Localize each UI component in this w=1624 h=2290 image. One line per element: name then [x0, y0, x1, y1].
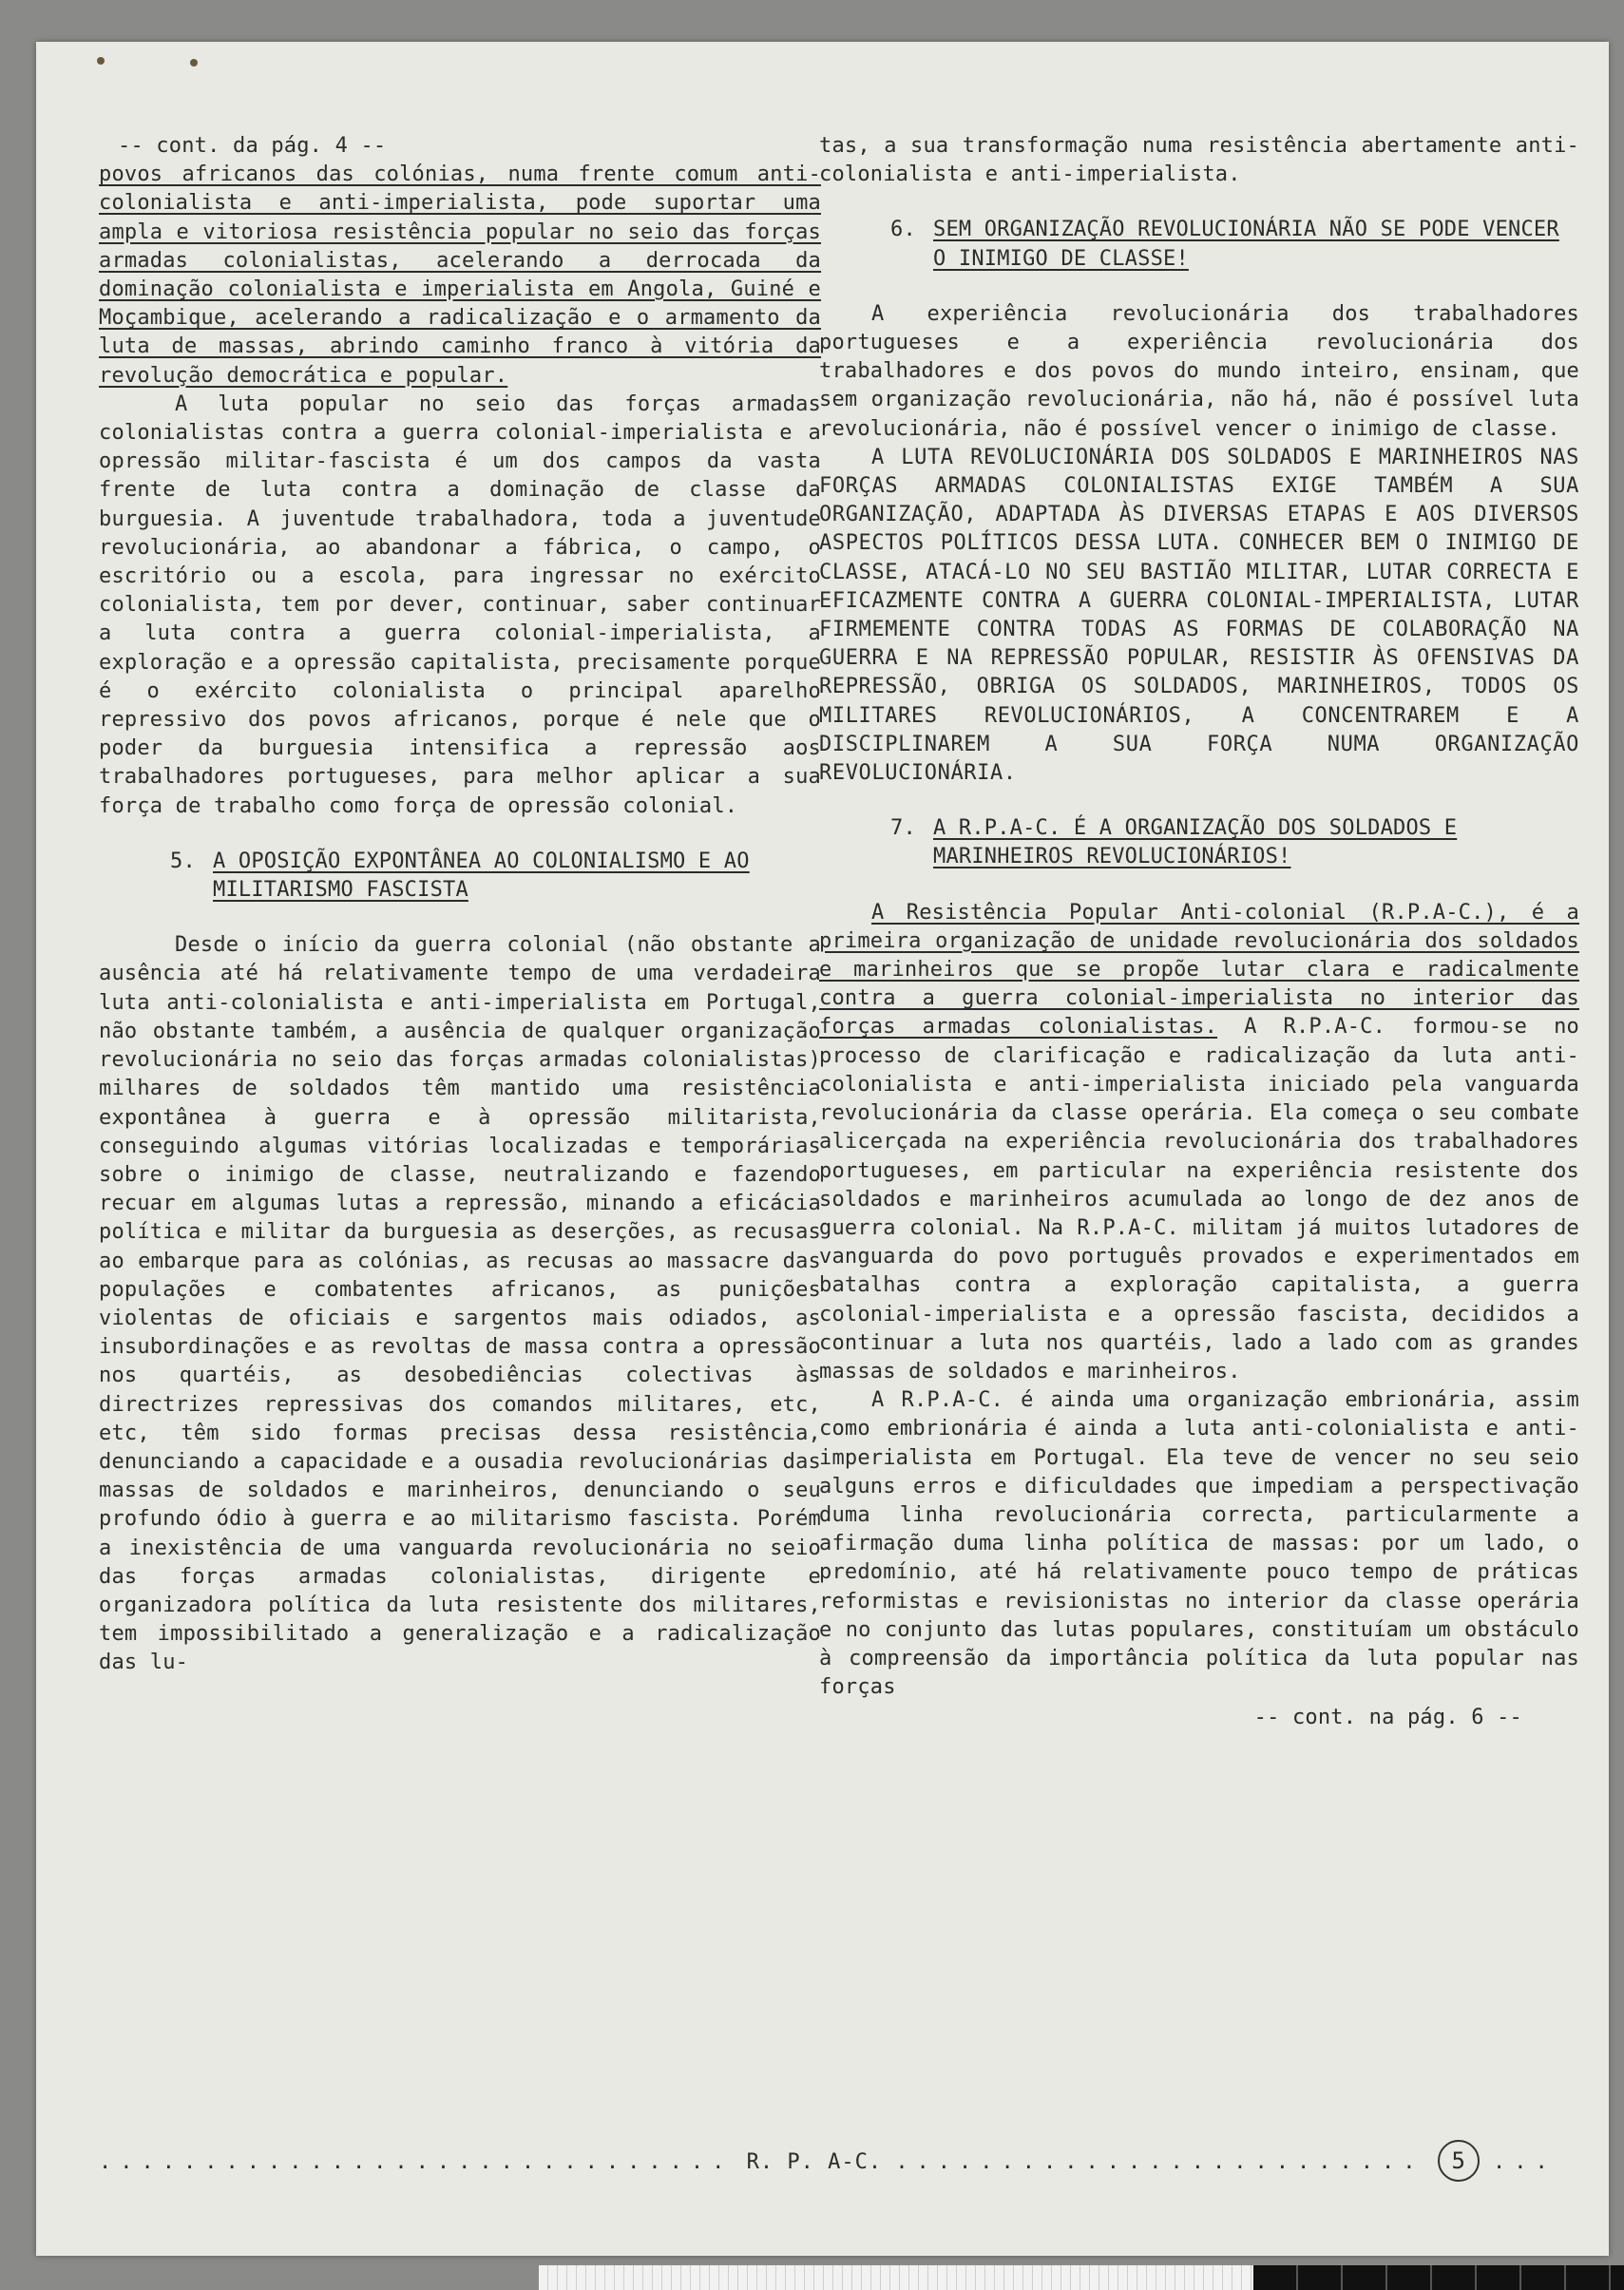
page-number: 5: [1438, 2140, 1480, 2182]
paragraph: [819, 899, 1579, 1386]
section-title: A OPOSIÇÃO EXPONTÂNEA AO COLONIALISMO E AO MILITARISMO FASCISTA: [213, 849, 750, 903]
continued-from-label: -- cont. da pág. 4 --: [118, 134, 387, 158]
leader-dots: ...: [1492, 2150, 1557, 2174]
paragraph: Desde o início da guerra colonial (não obstante a ausência até há relativamente tempo de uma verdadeira luta anti-colonialista e anti-imperialista em Portugal, não obstante também, a ausência de qualquer organização revolucionária no seio das forças armadas colonialistas) milhares de soldados têm mantido uma resistência expontânea à guerra e à opressão militarista, conseguindo algumas vitórias localizadas e temporárias sobre o inimigo de classe, neutralizando e fazendo recuar em algumas lutas a repressão, minando a eficácia política e militar da burguesia as deserções, as recusas ao embarque para as colónias, as recusas ao massacre das populações e combatentes africanos, as punições violentas de oficiais e sargentos mais odiados, as insubordinações e as revoltas de massa contra a opressão nos quartéis, as desobediências colectivas às directrizes repressivas dos comandos militares, etc, etc, têm sido formas precisas dessa resistência, denunciando a capacidade e a ousadia revolucionárias das massas de soldados e marinheiros, denunciando o seu profundo ódio à guerra e ao militarismo fascista. Porém a inexistência de uma vanguarda revolucionária no seio das forças armadas colonialistas, dirigente e organizadora política da luta resistente dos militares, tem impossibilitado a generalização e a radicalização das lu-: [99, 933, 821, 1675]
section-number: 7.: [890, 816, 916, 841]
scan-scale-bar: [539, 2265, 1624, 2290]
staple-hole: [97, 57, 105, 65]
section-heading-7: [819, 814, 1579, 871]
continued-on-label: -- cont. na pág. 6 --: [1253, 1706, 1522, 1730]
section-number: 6.: [890, 218, 916, 242]
leader-dots: ..............................: [99, 2150, 734, 2174]
section-title: A R.P.A-C. É A ORGANIZAÇÃO DOS SOLDADOS E MARINHEIROS REVOLUCIONÁRIOS!: [933, 816, 1458, 869]
intro-paragraph-underlined: povos africanos das colónias, numa frente comum anti-colonialista e anti-imperialista, pode suportar uma ampla e vitoriosa resistência popular no seio das forças armadas colonialistas, acelerando a derrocada da dominação colonialista e imperialista em Angola, Guiné e Moçambique, acelerando a radicalização e o armamento da luta de massas, abrindo caminho franco à vitória da revolução democrática e popular.: [99, 162, 821, 388]
staple-hole: [190, 59, 198, 67]
right-column: [819, 132, 1579, 1733]
leader-dots: .........................: [895, 2150, 1424, 2174]
paragraph: A experiência revolucionária dos trabalhadores portugueses e a experiência revolucionária dos trabalhadores e dos povos do mundo inteiro, ensinam, que sem organização revolucionária, não há, não é possível luta revolucionária, não é possível vencer o inimigo de classe.: [819, 301, 1579, 441]
section-number: 5.: [170, 849, 196, 873]
paragraph-continuation: tas, a sua transformação numa resistência abertamente anti-colonialista e anti-imperialista.: [819, 134, 1579, 187]
document-page: [36, 42, 1609, 2256]
paragraph-text: A R.P.A-C. formou-se no processo de clarificação e radicalização da luta anti-colonialista e anti-imperialista iniciado pela vanguarda revolucionária da classe operária. Ela começa o seu combate alicerçada na experiência revolucionária dos trabalhadores portugueses, em particular na experiência resistente dos soldados e marinheiros acumulada ao longo de dez anos de guerra colonial. Na R.P.A-C. militam já muitos lutadores de vanguarda do povo português provados e experimentados em batalhas contra a exploração capitalista, a guerra colonial-imperialista e a opressão fascista, decididos a continuar a luta nos quartéis, lado a lado com as grandes massas de soldados e marinheiros.: [819, 1015, 1579, 1384]
section-heading-6: [819, 216, 1579, 273]
section-title: SEM ORGANIZAÇÃO REVOLUCIONÁRIA NÃO SE PODE VENCER O INIMIGO DE CLASSE!: [933, 218, 1559, 271]
paragraph-caps: A LUTA REVOLUCIONÁRIA DOS SOLDADOS E MARINHEIROS NAS FORÇAS ARMADAS COLONIALISTAS EXIGE TAMBÉM A SUA ORGANIZAÇÃO, ADAPTADA ÀS DIVERSAS ETAPAS E AOS DIVERSOS ASPECTOS POLÍTICOS DESSA LUTA. CONHECER BEM O INIMIGO DE CLASSE, ATACÁ-LO NO SEU BASTIÃO MILITAR, LUTAR CORRECTA E EFICAZMENTE CONTRA A GUERRA COLONIAL-IMPERIALISTA, LUTAR FIRMEMENTE CONTRA TODAS AS FORMAS DE COLABORAÇÃO NA GUERRA E NA REPRESSÃO POPULAR, RESISTIR ÀS OFENSIVAS DA REPRESSÃO, OBRIGA OS SOLDADOS, MARINHEIROS, TODOS OS MILITARES REVOLUCIONÁRIOS, A CONCENTRAREM E A DISCIPLINAREM A SUA FORÇA NUMA ORGANIZAÇÃO REVOLUCIONÁRIA.: [819, 445, 1579, 786]
page-footer: [99, 2140, 1562, 2182]
footer-label: R. P. A-C.: [746, 2150, 883, 2174]
paragraph: A luta popular no seio das forças armadas colonialistas contra a guerra colonial-imperialista e a opressão militar-fascista é um dos campos da vasta frente de luta contra a dominação de classe da burguesia. A juventude trabalhadora, toda a juventude revolucionária, ao abandonar a fábrica, o campo, o escritório ou a escola, para ingressar no exército colonialista, tem por dever, continuar, saber continuar a luta contra a guerra colonial-imperialista, a exploração e a opressão capitalista, precisamente porque é o exército colonialista o principal aparelho repressivo dos povos africanos, porque é nele que o poder da burguesia intensifica a repressão aos trabalhadores portugueses, para melhor aplicar a sua força de trabalho como força de opressão colonial.: [99, 391, 821, 818]
paragraph: A R.P.A-C. é ainda uma organização embrionária, assim como embrionária é ainda a luta anti-colonialista e anti-imperialista em Portugal. Ela teve de vencer no seu seio alguns erros e dificuldades que impediam a perspectivação duma linha revolucionária correcta, particularmente a afirmação duma linha política de massas: por um lado, o predomínio, até há relativamente pouco tempo de práticas reformistas e revisionistas no interior da classe operária e no conjunto das lutas populares, constituíam um obstáculo à compreensão da importância política da luta popular nas forças: [819, 1388, 1579, 1700]
left-column: [99, 132, 821, 1678]
section-heading-5: [99, 848, 821, 905]
scale-bar-dark-segment: [1253, 2265, 1624, 2290]
underlined-text: A Resistência Popular Anti-colonial (R.P.A-C.), é a primeira organização de unidade revolucionária dos soldados e marinheiros que se propõe lutar clara e radicalmente contra a guerra colonial-imperialista no interior das forças armadas colonialistas.: [819, 900, 1579, 1040]
